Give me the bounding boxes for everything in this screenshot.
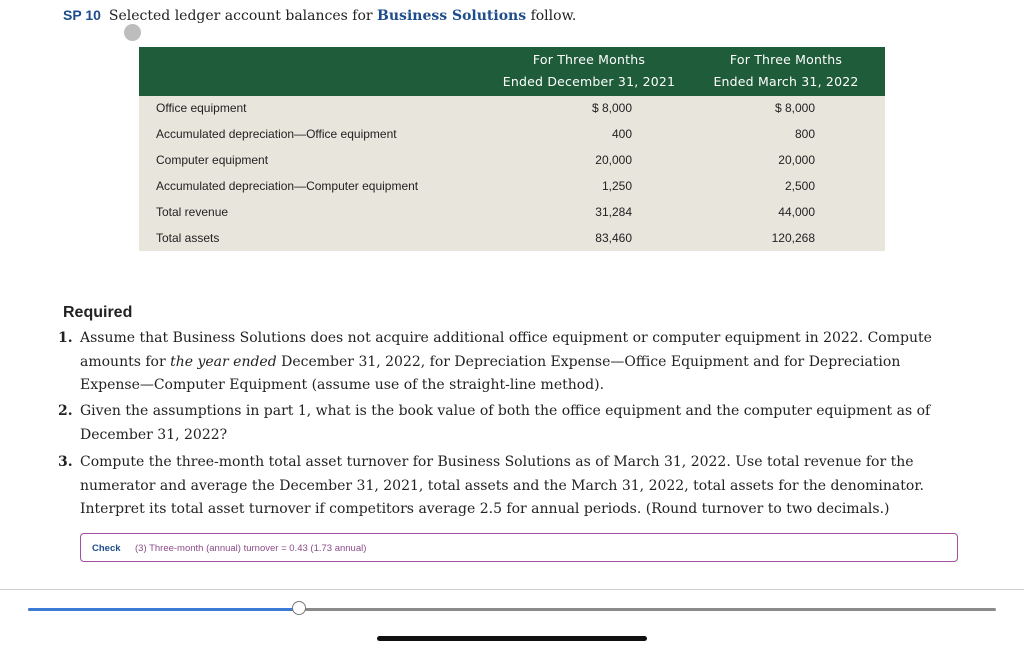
- table-row: [139, 174, 885, 200]
- table-row: [139, 148, 885, 174]
- row-value-mar-2022: 120,268: [771, 231, 815, 245]
- page-scrubber-handle[interactable]: [292, 601, 306, 615]
- problem-id: SP 10: [63, 7, 101, 23]
- col1-header-line1: For Three Months: [532, 52, 646, 67]
- row-label: Accumulated depreciation—Computer equipment: [156, 179, 419, 193]
- check-label: Check: [92, 543, 121, 554]
- row-value-mar-2022: 20,000: [778, 153, 815, 167]
- question-2: [58, 400, 963, 447]
- question-text-italic: the year ended: [170, 353, 277, 370]
- question-number: 1.: [58, 330, 73, 346]
- row-label: Accumulated depreciation—Office equipment: [156, 127, 397, 141]
- table-header: [139, 47, 885, 96]
- question-text: Given the assumptions in part 1, what is the book value of both the office equipment and the computer equipment as of December 31, 2022?: [80, 403, 931, 443]
- question-text: Compute the three-month total asset turnover for Business Solutions as of March 31, 2022. Use total revenue for the numerator and average the December 31, 2021, total assets and the March 31, 2022, total assets for the denominator. Interpret its total asset turnover if competitors average 2.5 for annual periods. (Round turnover to two decimals.): [80, 454, 924, 517]
- question-1: [58, 327, 963, 398]
- table-row: [139, 226, 885, 252]
- company-name: Business Solutions: [377, 8, 527, 24]
- row-value-mar-2022: $ 8,000: [774, 101, 815, 115]
- table-row: [139, 122, 885, 148]
- check-box: [80, 533, 958, 562]
- problem-title: [63, 6, 576, 25]
- row-value-dec-2021: 31,284: [595, 205, 632, 219]
- row-value-dec-2021: $ 8,000: [591, 101, 632, 115]
- row-value-mar-2022: 800: [794, 127, 815, 141]
- page-scrubber-progress: [28, 608, 300, 611]
- ledger-table: [139, 47, 885, 251]
- intro-text: Selected ledger account balances for: [108, 8, 378, 24]
- row-value-dec-2021: 400: [611, 127, 632, 141]
- question-text: Assume that Business Solutions does not acquire additional office equipment or computer equipment in 2022. Compute amounts for: [80, 330, 932, 370]
- row-value-dec-2021: 83,460: [595, 231, 632, 245]
- row-value-mar-2022: 2,500: [784, 179, 815, 193]
- gray-dot-icon: [124, 24, 141, 41]
- divider: [0, 589, 1024, 590]
- col1-header-line2: Ended December 31, 2021: [502, 74, 676, 89]
- question-number: 2.: [58, 403, 73, 419]
- required-heading: Required: [63, 304, 133, 321]
- col2-header-line1: For Three Months: [729, 52, 843, 67]
- question-text-rest: December 31, 2022, for Depreciation Expense—Office Equipment and for Depreciation Expense—Computer Equipment (assume use of the straight-line method).: [80, 353, 901, 393]
- row-label: Total assets: [156, 231, 220, 245]
- row-label: Office equipment: [156, 101, 247, 115]
- row-value-dec-2021: 1,250: [601, 179, 632, 193]
- table-row: [139, 96, 885, 122]
- row-label: Total revenue: [156, 205, 229, 219]
- col2-header-line2: Ended March 31, 2022: [713, 74, 859, 89]
- question-number: 3.: [58, 454, 73, 470]
- home-indicator[interactable]: [377, 636, 647, 641]
- row-label: Computer equipment: [156, 153, 269, 167]
- question-3: [58, 451, 963, 522]
- row-value-mar-2022: 44,000: [778, 205, 815, 219]
- intro-text-end: follow.: [526, 8, 577, 24]
- table-row: [139, 200, 885, 226]
- row-value-dec-2021: 20,000: [595, 153, 632, 167]
- check-text: (3) Three-month (annual) turnover = 0.43 (1.73 annual): [135, 543, 367, 554]
